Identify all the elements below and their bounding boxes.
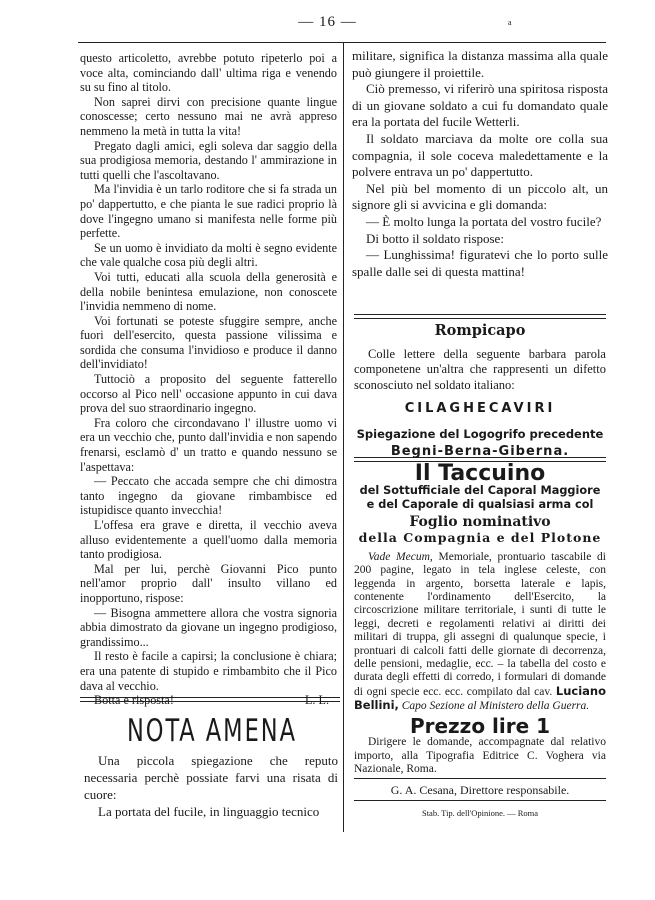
paragraph: La portata del fucile, in linguaggio tecnico <box>98 804 320 819</box>
page-header <box>0 14 655 31</box>
taccuino-description <box>354 551 606 714</box>
paragraph: Fra coloro che circondavano l' illustre uomo vi era un vecchio che, punto dall'invidia e non sapendo frenarsi, esclamò d' un tratto e quando nessuno se l'aspettava: <box>80 415 337 474</box>
footer-rule-1 <box>354 778 606 779</box>
rompicapo-top-rule <box>354 314 606 319</box>
page-number: — 16 — <box>298 14 357 30</box>
paragraph: Ma l'invidia è un tarlo roditore che si fa strada un po' dappertutto, e che pianta le sue radici proprio là dove l'ingegno umano si manifesta nelle forme più perfette. <box>80 182 337 241</box>
foglio-label: Foglio nominativo <box>409 513 551 530</box>
right-column-story <box>352 48 608 280</box>
footer <box>354 783 606 820</box>
paragraph: Nel più bel momento di un piccolo alt, un signore gli si avvicina e gli domanda: <box>352 180 608 213</box>
taccuino-title: Il Taccuino <box>414 461 546 486</box>
description-body: Memoriale, prontuario tascabile di 200 pagine, legato in tela inglese celeste, con leggenda in argento, borsetta laterale e lapis, contenente l'ordinamento dell'Esercito, la circoscrizione militare territoriale, i sunti di tutte le leggi, decreti e regolamenti relativi ai diritti dei militari di truppa, gli assegni di qualunque specie, i prontuari di calcoli fatti delle giornate di decorrenza, delle pensioni, medaglie, ecc. – la tabella del costo e durata degli effetti di corredo, i formulari di domande di ogni specie ecc. ecc. compilato dal cav. <box>354 550 606 698</box>
paragraph: — Bisogna ammettere allora che vostra signoria abbia dimostrato da giovane un ingegno prodigioso, grandissimo... <box>80 605 337 649</box>
column-divider <box>343 42 344 832</box>
rompicapo-text: Colle lettere della seguente barbara parola componetene un'altra che rappresenti un difetto sconosciuto nel soldato italiano: <box>354 346 606 392</box>
compagnia-label: della Compagnia e del Plotone <box>358 530 602 546</box>
paragraph: militare, significa la distanza massima alla quale può giungere il proiettile. <box>352 48 608 80</box>
paragraph: — Peccato che accada sempre che chi dimostra tanto ingegno da giovane rimbambisce ed istupidisce quanto invecchia! <box>80 474 337 518</box>
paragraph: Voi tutti, educati alla scuola della generosità e della nobile benintesa emulazione, non conoscete l'invidia nemmeno di nome. <box>80 269 337 314</box>
paragraph: Il resto è facile a capirsi; la conclusione è chiara; era una patente di stupido e rimbambito che il Pico dava al vecchio. <box>80 649 337 693</box>
taccuino-subtitle: del Sottufficiale del Caporal Maggiore e del Caporale di qualsiasi arma col <box>359 483 601 511</box>
paragraph: Voi fortunati se poteste sfuggire sempre, anche fuori dell'esercito, questa passione vilissima e sordida che consuma l'invidioso e produce il danno dell'invidiato! <box>80 313 337 372</box>
paragraph: Pregato dagli amici, egli soleva dar saggio della sua prodigiosa memoria, destando l' ammirazione in tutti quelli che l'ascoltavano. <box>80 138 337 182</box>
description-lead: Vade Mecum, <box>368 550 433 563</box>
paragraph: Una piccola spiegazione che reputo necessaria perchè possiate farvi una risata di cuore: <box>84 753 338 802</box>
closing-line <box>80 693 337 708</box>
printer-line: Stab. Tip. dell'Opinione. — Roma <box>421 807 539 818</box>
rompicapo-section <box>354 324 606 460</box>
rompicapo-title: Rompicapo <box>434 322 526 339</box>
paragraph: Di botto il soldato rispose: <box>366 230 504 246</box>
paragraph: Non saprei dirvi con precisione quante lingue conoscesse; certo nessuno mai ne avrà appreso nemmeno la metà in tutta la vita! <box>80 94 337 138</box>
price: Prezzo lire 1 <box>409 713 551 738</box>
paragraph: Il soldato marciava da molte ore colla sua compagnia, il sole coceva maledettamente e la polvere entrava un po' dappertutto. <box>352 130 608 180</box>
paragraph: questo articoletto, avrebbe potuto ripeterlo poi a voce alta, cominciando dall' ultima riga e venendo su su fino al titolo. <box>80 51 337 95</box>
paragraph: — Lunghissima! figuratevi che lo porto sulle spalle dalle sei di questa mattina! <box>352 247 608 279</box>
paragraph: Ciò premesso, vi riferirò una spiritosa risposta di un giovane soldato a cui fu domandato quale era la portata del fucile Wetterli. <box>352 81 608 130</box>
paragraph: L'offesa era grave e diretta, il vecchio aveva alluso evidentemente a quell'uomo dalla memoria tanto prodigiosa. <box>80 518 337 562</box>
author-name: Luciano Bellini, <box>354 683 606 713</box>
paragraph: Se un uomo è invidiato da molti è segno evidente che vale qualche cosa più degli altri. <box>80 240 337 270</box>
closing-text: Botta e risposta! <box>94 693 174 708</box>
taccuino-section <box>354 461 606 776</box>
signature: L. L. <box>304 693 329 708</box>
solution-text: Begni-Berna-Giberna. <box>390 444 570 460</box>
author-title: Capo Sezione al Ministero della Guerra. <box>401 700 590 713</box>
paragraph: — È molto lunga la portata del vostro fucile? <box>366 213 602 229</box>
header-mark: a <box>508 18 513 27</box>
paragraph: Mal per lui, perchè Giovanni Pico punto nell'amor proprio dall' insulto villano ed inopportuno, rispose: <box>80 561 337 605</box>
solution-label: Spiegazione del Logogrifo precedente <box>356 426 604 441</box>
nota-amena-body <box>84 752 338 820</box>
rompicapo-word: CILAGHECAVIRI <box>404 401 556 417</box>
nota-amena-title: NOTA AMENA <box>126 712 298 749</box>
left-column <box>80 51 337 708</box>
director-line: G. A. Cesana, Direttore responsabile. <box>390 783 570 797</box>
paragraph: Tuttociò a proposito del seguente fatterello occorso al Pico nell' occasione appunto in cui dava prova del suo straordinario ingegno. <box>80 372 337 416</box>
header-rule <box>78 42 606 43</box>
orders-text: Dirigere le domande, accompagnate dal relativo importo, alla Tipografia Editrice C. Voghera via Nazionale, Roma. <box>354 736 606 776</box>
